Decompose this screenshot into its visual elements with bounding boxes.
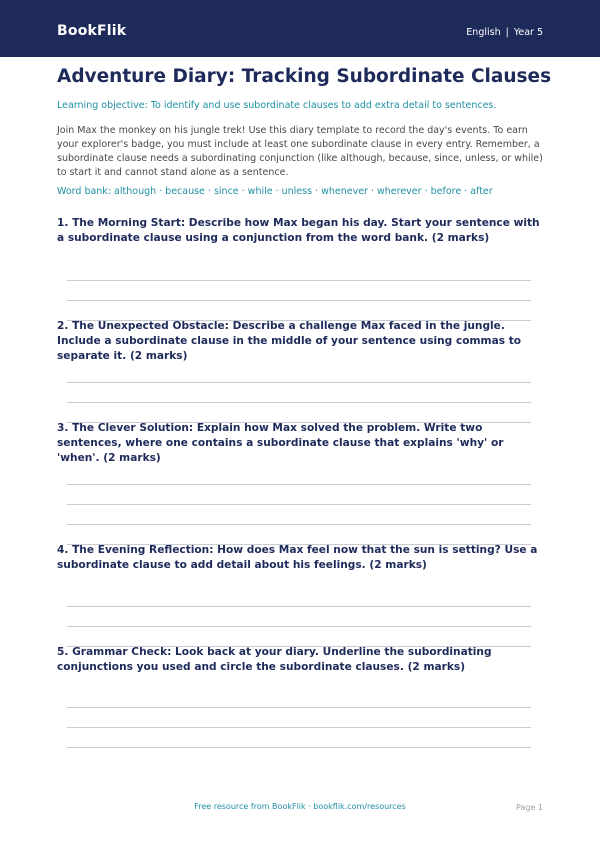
page-number: Page 1 [516,803,543,812]
answer-line[interactable] [67,606,531,607]
word-bank [57,186,547,197]
worksheet-title: Adventure Diary: Tracking Subordinate Clauses [57,66,552,87]
answer-line[interactable] [67,626,531,627]
answer-line[interactable] [67,280,531,281]
question-5: 5. Grammar Check: Look back at your diary. Underline the subordinating conjunctions you used and circle the subordinate clauses. (2 marks) [57,646,492,673]
answer-line[interactable] [67,524,531,525]
word-bank-item: whenever [321,186,368,197]
word-bank-item: since [213,186,239,197]
subject-meta [466,27,543,38]
word-bank-item: unless [281,186,313,197]
footer-resource-link[interactable]: Free resource from BookFlik · bookflik.com/resources [194,802,406,811]
word-separator: · [275,186,279,197]
answer-line[interactable] [67,300,531,301]
question-3: 3. The Clever Solution: Explain how Max solved the problem. Write two sentences, where one contains a subordinate clause that explains 'why' or 'when'. (2 marks) [57,422,504,464]
brand-logo[interactable]: BookFlik [57,23,127,39]
word-separator: · [207,186,211,197]
word-separator: · [315,186,319,197]
word-bank-item: because [165,186,205,197]
subject-label: English [466,27,501,38]
answer-line[interactable] [67,707,531,708]
intro-text: Join Max the monkey on his jungle trek! Use this diary template to record the day's events. To earn your explorer's badge, you must include at least one subordinate clause in every entry. Remember, a subordinate clause needs a subordinating conjunction (like although, because, since, unless, or while) to start it and cannot stand alone as a sentence. [57,125,543,178]
word-bank-item: although [114,186,157,197]
answer-line[interactable] [67,747,531,748]
word-separator: · [424,186,428,197]
word-bank-label: Word bank: [57,186,112,197]
learning-objective: Learning objective: To identify and use subordinate clauses to add extra detail to sentences. [57,100,497,111]
word-separator: · [241,186,245,197]
answer-line[interactable] [67,484,531,485]
answer-line[interactable] [67,504,531,505]
word-bank-item: after [470,186,493,197]
word-separator: · [464,186,468,197]
word-bank-item: wherever [377,186,422,197]
word-bank-item: before [430,186,462,197]
question-4: 4. The Evening Reflection: How does Max feel now that the sun is setting? Use a subordinate clause to add detail about his feelings. (2 marks) [57,544,538,571]
meta-separator: | [505,27,509,38]
word-separator: · [159,186,163,197]
question-1: 1. The Morning Start: Describe how Max began his day. Start your sentence with a subordinate clause using a conjunction from the word bank. (2 marks) [57,217,540,244]
word-separator: · [370,186,374,197]
answer-line[interactable] [67,402,531,403]
question-2: 2. The Unexpected Obstacle: Describe a challenge Max faced in the jungle. Include a subordinate clause in the middle of your sentence using commas to separate it. (2 marks) [57,320,522,362]
year-label: Year 5 [513,27,543,38]
word-bank-words [114,186,493,197]
word-bank-item: while [247,186,273,197]
answer-line[interactable] [67,727,531,728]
answer-line[interactable] [67,382,531,383]
site-header [0,0,600,57]
